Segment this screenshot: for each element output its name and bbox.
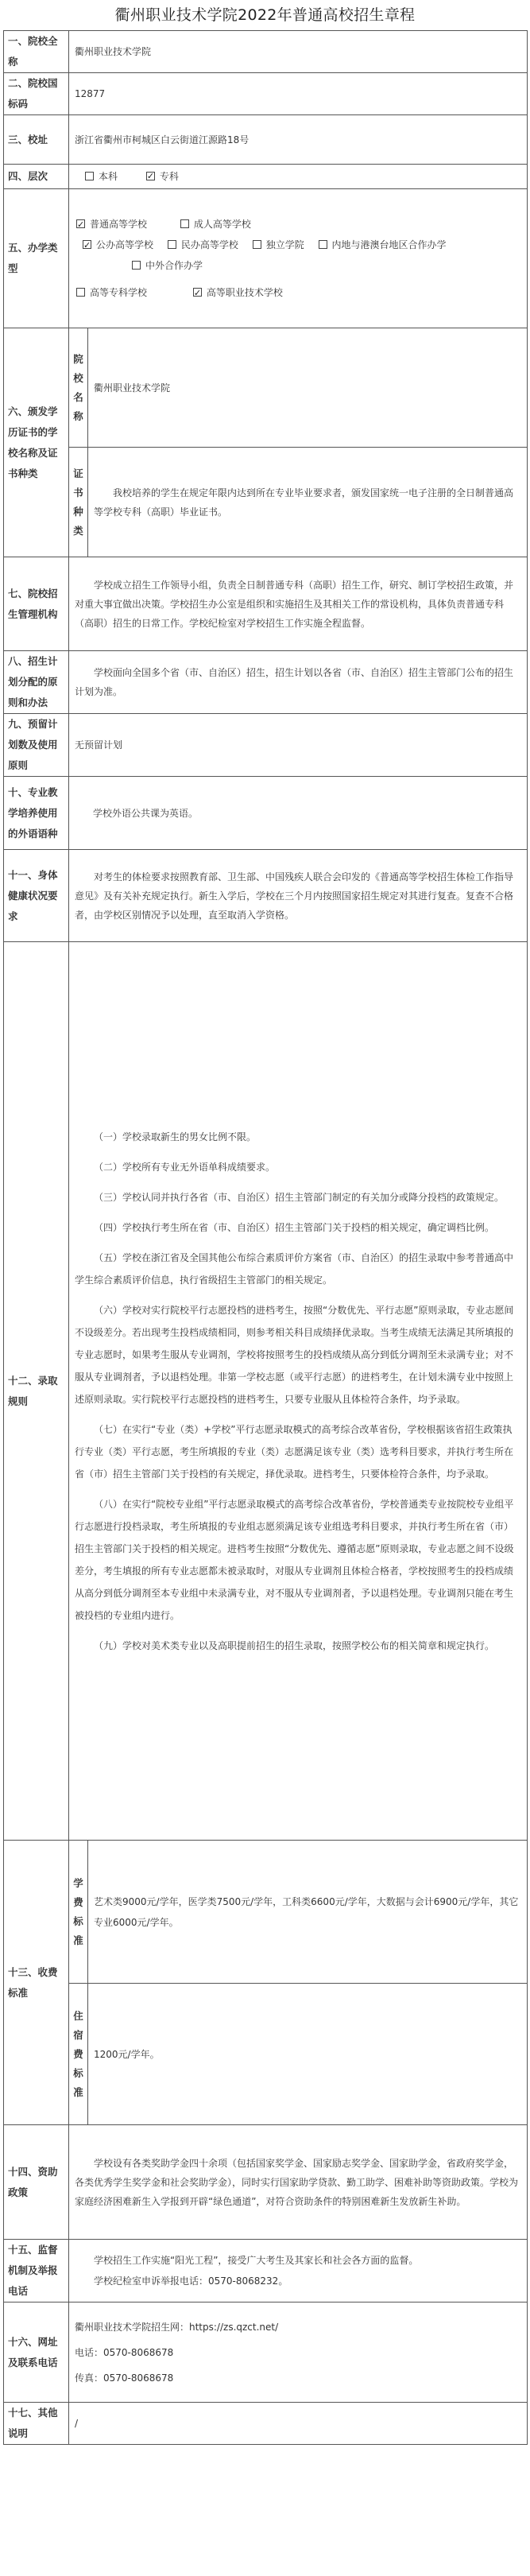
- certificate-type-value: [88, 448, 528, 557]
- row-school-code: [4, 73, 528, 115]
- certificate-school-label: 院校名称: [69, 328, 88, 448]
- type-junior-college: [75, 282, 147, 303]
- checkbox-public: [83, 240, 91, 249]
- type-public: [81, 235, 153, 255]
- contact-fax: 传真：0570-8068678: [75, 2372, 174, 2384]
- type-sino-foreign-label: 中外合作办学: [145, 260, 203, 271]
- tuition-value: 艺术类9000元/学年，医学类7500元/学年，工科类6600元/学年，大数据与会计6900元/学年，其它专业6000元/学年。: [88, 1841, 528, 1984]
- school-name-value: 衢州职业技术学院: [69, 31, 528, 73]
- school-name-label: 一、院校全称: [4, 31, 69, 73]
- contact-phone: 电话：0570-8068678: [75, 2346, 174, 2358]
- health-text: 对考生的体检要求按照教育部、卫生部、中国残疾人联合会印发的《普通高等学校招生体检工作指导意见》及有关补充规定执行。新生入学后，学校在三个月内按照国家招生规定对其进行复查。复查不合格者，由学校区别情况予以处理，直至取消入学资格。: [75, 871, 514, 921]
- checkbox-adult: [180, 219, 189, 228]
- certificate-school-value: 衢州职业技术学院: [88, 328, 528, 448]
- contact-value: [69, 2302, 528, 2403]
- language-value: 学校外语公共课为英语。: [69, 777, 528, 850]
- row-other: [4, 2403, 528, 2445]
- reserve-value: 无预留计划: [69, 714, 528, 777]
- checkbox-sino-foreign: [132, 261, 141, 270]
- other-value: /: [69, 2403, 528, 2445]
- admission-rule-8: （八）在实行“院校专业组”平行志愿录取模式的高考综合改革省份，学校普通类专业按院校专业组平行志愿进行投档录取，考生所填报的专业组志愿须满足该专业组选考科目要求，并执行考生所在省（市）招生主管部门关于投档的相关规定。进档考生按照“分数优先、遵循志愿”原则录取，专业志愿之间不设级差分，考生填报的所有专业志愿都未被录取时，对服从专业调剂且体检合格者，学校按照考生的投档成绩从高分到低分调剂至本专业组中未录满专业，对不服从专业调剂者，予以退档处理。专业调剂只能在考生被投档的专业组内进行。: [75, 1498, 514, 1621]
- plan-label: 八、招生计划分配的原则和办法: [4, 651, 69, 714]
- aid-value: [69, 2125, 528, 2240]
- plan-text: 学校面向全国多个省（市、自治区）招生，招生计划以各省（市、自治区）招生主管部门公布的招生计划为准。: [75, 667, 514, 697]
- checkbox-undergraduate: [85, 172, 94, 180]
- address-label: 三、校址: [4, 115, 69, 165]
- plan-value: [69, 651, 528, 714]
- type-regular-label: 普通高等学校: [90, 219, 148, 230]
- type-public-label: 公办高等学校: [96, 239, 154, 250]
- school-code-label: 二、院校国标码: [4, 73, 69, 115]
- row-language: [4, 777, 528, 850]
- supervision-line-1: 学校招生工作实施“阳光工程”，接受广大考生及其家长和社会各方面的监督。: [94, 2255, 419, 2266]
- type-regular: [75, 214, 147, 235]
- row-school-name: [4, 31, 528, 73]
- school-code-value: 12877: [69, 73, 528, 115]
- admission-value: [69, 942, 528, 1841]
- checkbox-regular: [76, 219, 85, 228]
- admission-rule-3: （三）学校认同并执行各省（市、自治区）招生主管部门制定的有关加分或降分投档的政策规定。: [94, 1191, 505, 1203]
- type-sino-foreign: [130, 255, 203, 276]
- management-text: 学校成立招生工作领导小组，负责全日制普通专科（高职）招生工作，研究、制订学校招生政策，并对重大事宜做出决策。学校招生办公室是组织和实施招生及其相关工作的常设机构，具体负责普通专科（高职）招生的日常工作。学校纪检室对学校招生工作实施全程监督。: [75, 579, 514, 629]
- row-dorm: [4, 1984, 528, 2125]
- type-adult-label: 成人高等学校: [193, 219, 251, 230]
- checkbox-junior-college: [76, 288, 85, 297]
- health-label: 十一、身体健康状况要求: [4, 850, 69, 942]
- row-contact: [4, 2302, 528, 2403]
- row-aid: [4, 2125, 528, 2240]
- level-label: 四、层次: [4, 165, 69, 189]
- page-title: 衢州职业技术学院2022年普通高校招生章程: [114, 6, 416, 24]
- certificate-type-text: 我校培养的学生在规定年限内达到所在专业毕业要求者，颁发国家统一电子注册的全日制普通高等学校专科（高职）毕业证书。: [94, 487, 514, 518]
- admission-rule-1: （一）学校录取新生的男女比例不限。: [94, 1131, 257, 1143]
- row-health: [4, 850, 528, 942]
- aid-label: 十四、资助政策: [4, 2125, 69, 2240]
- admission-rule-6: （六）学校对实行院校平行志愿投档的进档考生，按照“分数优先、平行志愿”原则录取，专业志愿间不设级差分。若出现考生投档成绩相同，则参考相关科目成绩择优录取。当考生成绩无法满足其所填报的专业志愿时，如果考生服从专业调剂，学校将按照考生的投档成绩从高分到低分调剂至未录满专业；对不服从专业调剂者，予以退档处理。非第一学校志愿（或平行志愿）的进档考生，在计划未满专业中按照上述原则录取。实行院校平行志愿投档的进档考生，只要专业服从且体检符合条件，均予录取。: [75, 1304, 514, 1405]
- management-label: 七、院校招生管理机构: [4, 557, 69, 651]
- supervision-value: [69, 2240, 528, 2302]
- school-type-row-1: [75, 214, 521, 235]
- row-school-type: [4, 189, 528, 328]
- supervision-line-2: 学校纪检室申诉举报电话：0570-8068232。: [94, 2275, 288, 2287]
- school-type-label: 五、办学类型: [4, 189, 69, 328]
- school-type-row-4: [75, 276, 521, 303]
- checkbox-associate: [146, 172, 155, 180]
- level-option-associate: [145, 167, 179, 186]
- school-type-row-3: [75, 255, 521, 276]
- supervision-label: 十五、监督机制及举报电话: [4, 2240, 69, 2302]
- row-tuition: [4, 1841, 528, 1984]
- row-certificate-type: [4, 448, 528, 557]
- health-value: [69, 850, 528, 942]
- row-supervision: [4, 2240, 528, 2302]
- admission-rule-5: （五）学校在浙江省及全国其他公布综合素质评价方案省（市、自治区）的招生录取中参考普通高中学生综合素质评价信息，执行省级招生主管部门的相关规定。: [75, 1251, 514, 1286]
- charter-table: [3, 30, 528, 2445]
- tuition-label: 学费标准: [69, 1841, 88, 1984]
- level-option-associate-label: 专科: [159, 171, 179, 182]
- type-independent-label: 独立学院: [265, 239, 304, 250]
- type-private: [166, 235, 238, 255]
- dorm-label: 住宿费标准: [69, 1984, 88, 2125]
- type-independent: [251, 235, 304, 255]
- type-junior-college-label: 高等专科学校: [90, 287, 148, 298]
- checkbox-vocational: [193, 288, 202, 297]
- type-vocational-label: 高等职业技术学校: [206, 287, 283, 298]
- row-admission: [4, 942, 528, 1841]
- certificate-label: 六、颁发学历证书的学校名称及证书种类: [4, 328, 69, 557]
- row-level: [4, 165, 528, 189]
- fees-label: 十三、收费标准: [4, 1841, 69, 2125]
- row-reserve: [4, 714, 528, 777]
- type-vocational: [191, 282, 283, 303]
- checkbox-private: [168, 240, 176, 249]
- row-certificate-school: [4, 328, 528, 448]
- address-value: 浙江省衢州市柯城区白云街道江源路18号: [69, 115, 528, 165]
- type-hk-macao-taiwan-label: 内地与港澳台地区合作办学: [331, 239, 447, 250]
- level-option-undergraduate: [83, 167, 118, 186]
- row-address: [4, 115, 528, 165]
- school-type-row-2: [75, 235, 521, 255]
- aid-text: 学校设有各类奖助学金四十余项（包括国家奖学金、国家励志奖学金、国家助学金，省政府奖学金，各类优秀学生奖学金和社会奖助学金），同时实行国家助学贷款、勤工助学、困难补助等资助政策。学校为家庭经济困难新生入学报到开辟“绿色通道”，对符合资助条件的特别困难新生发放新生补助。: [75, 2157, 519, 2207]
- checkbox-hk-macao-taiwan: [319, 240, 327, 249]
- reserve-label: 九、预留计划数及使用原则: [4, 714, 69, 777]
- row-plan: [4, 651, 528, 714]
- type-adult: [179, 214, 251, 235]
- checkbox-independent: [253, 240, 261, 249]
- admission-rule-4: （四）学校执行考生所在省（市、自治区）招生主管部门关于投档的相关规定，确定调档比例。: [94, 1221, 495, 1233]
- level-options: [69, 165, 528, 189]
- admission-rule-9: （九）学校对美术类专业以及高职提前招生的招生录取，按照学校公布的相关简章和规定执行。: [94, 1639, 495, 1651]
- school-type-options: [69, 189, 528, 328]
- admission-rule-2: （二）学校所有专业无外语单科成绩要求。: [94, 1161, 276, 1173]
- admission-label: 十二、录取规则: [4, 942, 69, 1841]
- dorm-value: 1200元/学年。: [88, 1984, 528, 2125]
- contact-website: 衢州职业技术学院招生网：https://zs.qzct.net/: [75, 2321, 279, 2333]
- type-private-label: 民办高等学校: [180, 239, 238, 250]
- certificate-type-label: 证书种类: [69, 448, 88, 557]
- management-value: [69, 557, 528, 651]
- contact-label: 十六、网址及联系电话: [4, 2302, 69, 2403]
- language-label: 十、专业教学培养使用的外语语种: [4, 777, 69, 850]
- other-label: 十七、其他说明: [4, 2403, 69, 2445]
- level-option-undergraduate-label: 本科: [99, 171, 118, 182]
- row-management: [4, 557, 528, 651]
- admission-rule-7: （七）在实行“专业（类）+学校”平行志愿录取模式的高考综合改革省份，学校根据该省招生政策执行专业（类）平行志愿，考生所填报的专业（类）志愿满足该专业（类）选考科目要求，并执行考生所在省（市）招生主管部门关于投档的有关规定，择优录取。进档考生，只要体检符合条件，均予录取。: [75, 1423, 514, 1480]
